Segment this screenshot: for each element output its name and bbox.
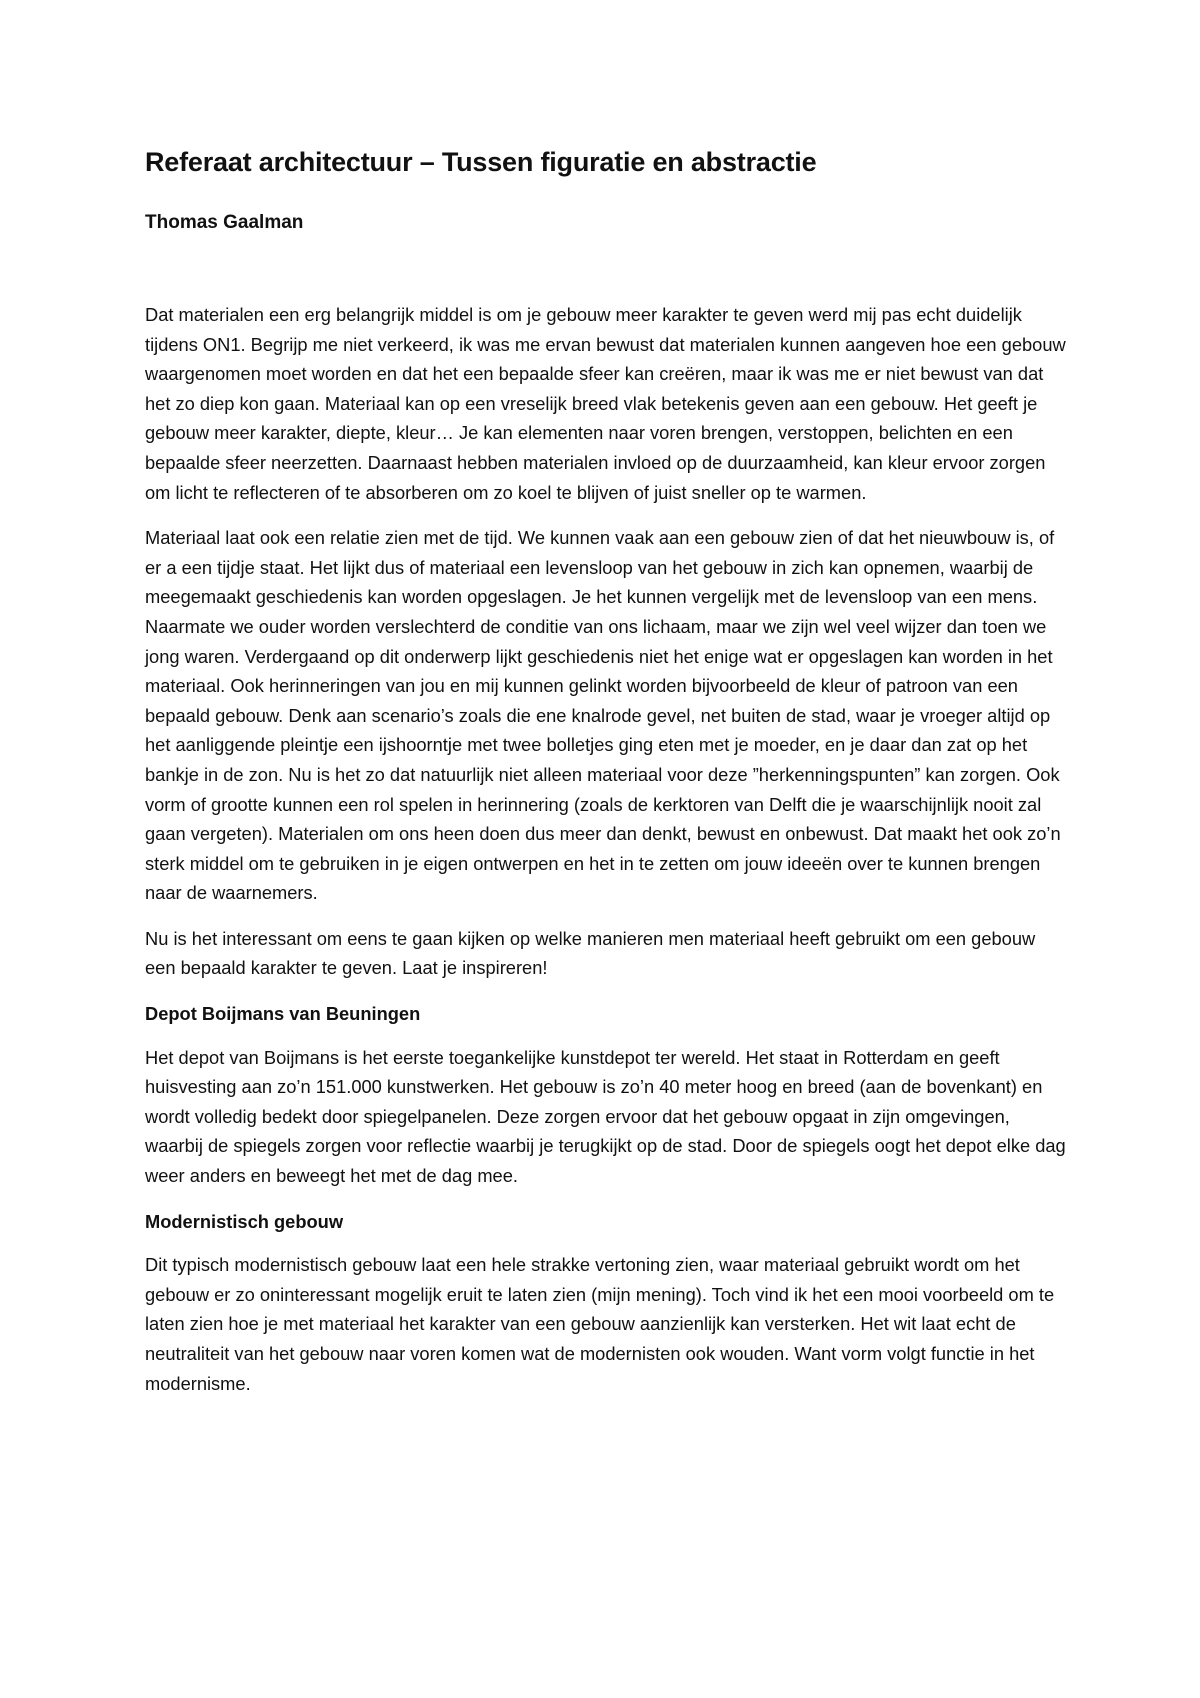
paragraph-inspiration: Nu is het interessant om eens te gaan kijken op welke manieren men materiaal heeft gebruikt om een gebouw een bepaald karakter te geven. Laat je inspireren! [145,927,1036,979]
document-page [145,144,1070,1414]
heading-modernist: Modernistisch gebouw [145,1210,344,1232]
document-title: Referaat architectuur – Tussen figuratie en abstractie [145,147,817,177]
heading-depot: Depot Boijmans van Beuningen [145,1003,421,1025]
document-author: Thomas Gaalman [145,212,304,233]
paragraph-modernist: Dit typisch modernistisch gebouw laat een hele strakke vertoning zien, waar materiaal gebruikt wordt om het gebouw er zo oninteressant mogelijk eruit te laten zien (mijn mening). Toch vind ik het een mooi voorbeeld om te laten zien hoe je met materiaal het karakter van een gebouw aanzienlijk kan versterken. Het wit laat echt de neutraliteit van het gebouw naar voren komen wat de modernisten ook wouden. Want vorm volgt functie in het modernisme. [145,1254,1055,1394]
paragraph-time: Materiaal laat ook een relatie zien met de tijd. We kunnen vaak aan een gebouw zien of dat het nieuwbouw is, of er a een tijdje staat. Het lijkt dus of materiaal een levensloop van het gebouw in zich kan opnemen, waarbij de meegemaakt geschiedenis kan worden opgeslagen. Je het kunnen vergelijk met de levensloop van een mens. Naarmate we ouder worden verslechterd de conditie van ons lichaam, maar we zijn wel veel wijzer dan toen we jong waren. Verdergaand op dit onderwerp lijkt geschiedenis niet het enige wat er opgeslagen kan worden in het materiaal. Ook herinneringen van jou en mij kunnen gelinkt worden bijvoorbeeld de kleur of patroon van een bepaald gebouw. Denk aan scenario’s zoals die ene knalrode gevel, net buiten de stad, waar je vroeger altijd op het aanliggende pleintje een ijshoorntje met twee bolletjes ging eten met je moeder, en je daar dan zat op het bankje in de zon. Nu is het zo dat natuurlijk niet alleen materiaal voor deze ”herkenningspunten” kan zorgen. Ook vorm of grootte kunnen een rol spelen in herinnering (zoals de kerktoren van Delft die je waarschijnlijk nooit zal gaan vergeten). Materialen om ons heen doen dus meer dan denkt, bewust en onbewust. Dat maakt het ook zo’n sterk middel om te gebruiken in je eigen ontwerpen en het in te zetten om jouw ideeën over te kunnen brengen naar de waarnemers. [145,527,1061,904]
paragraph-depot: Het depot van Boijmans is het eerste toegankelijke kunstdepot ter wereld. Het staat in Rotterdam en geeft huisvesting aan zo’n 151.000 kunstwerken. Het gebouw is zo’n 40 meter hoog en breed (aan de bovenkant) en wordt volledig bedekt door spiegelpanelen. Deze zorgen ervoor dat het gebouw opgaat in zijn omgevingen, waarbij de spiegels zorgen voor reflectie waarbij je terugkijkt op de stad. Door de spiegels oogt het depot elke dag weer anders en beweegt het met de dag mee. [145,1046,1066,1187]
paragraph-intro: Dat materialen een erg belangrijk middel is om je gebouw meer karakter te geven werd mij pas echt duidelijk tijdens ON1. Begrijp me niet verkeerd, ik was me ervan bewust dat materialen kunnen aangeven hoe een gebouw waargenomen moet worden en dat het een bepaalde sfeer kan creëren, maar ik was me er niet bewust van dat het zo diep kon gaan. Materiaal kan op een vreselijk breed vlak betekenis geven aan een gebouw. Het geeft je gebouw meer karakter, diepte, kleur… Je kan elementen naar voren brengen, verstoppen, belichten en een bepaalde sfeer neerzetten. Daarnaast hebben materialen invloed op de duurzaamheid, kan kleur ervoor zorgen om licht te reflecteren of te absorberen om zo koel te blijven of juist sneller op te warmen. [145,304,1066,503]
